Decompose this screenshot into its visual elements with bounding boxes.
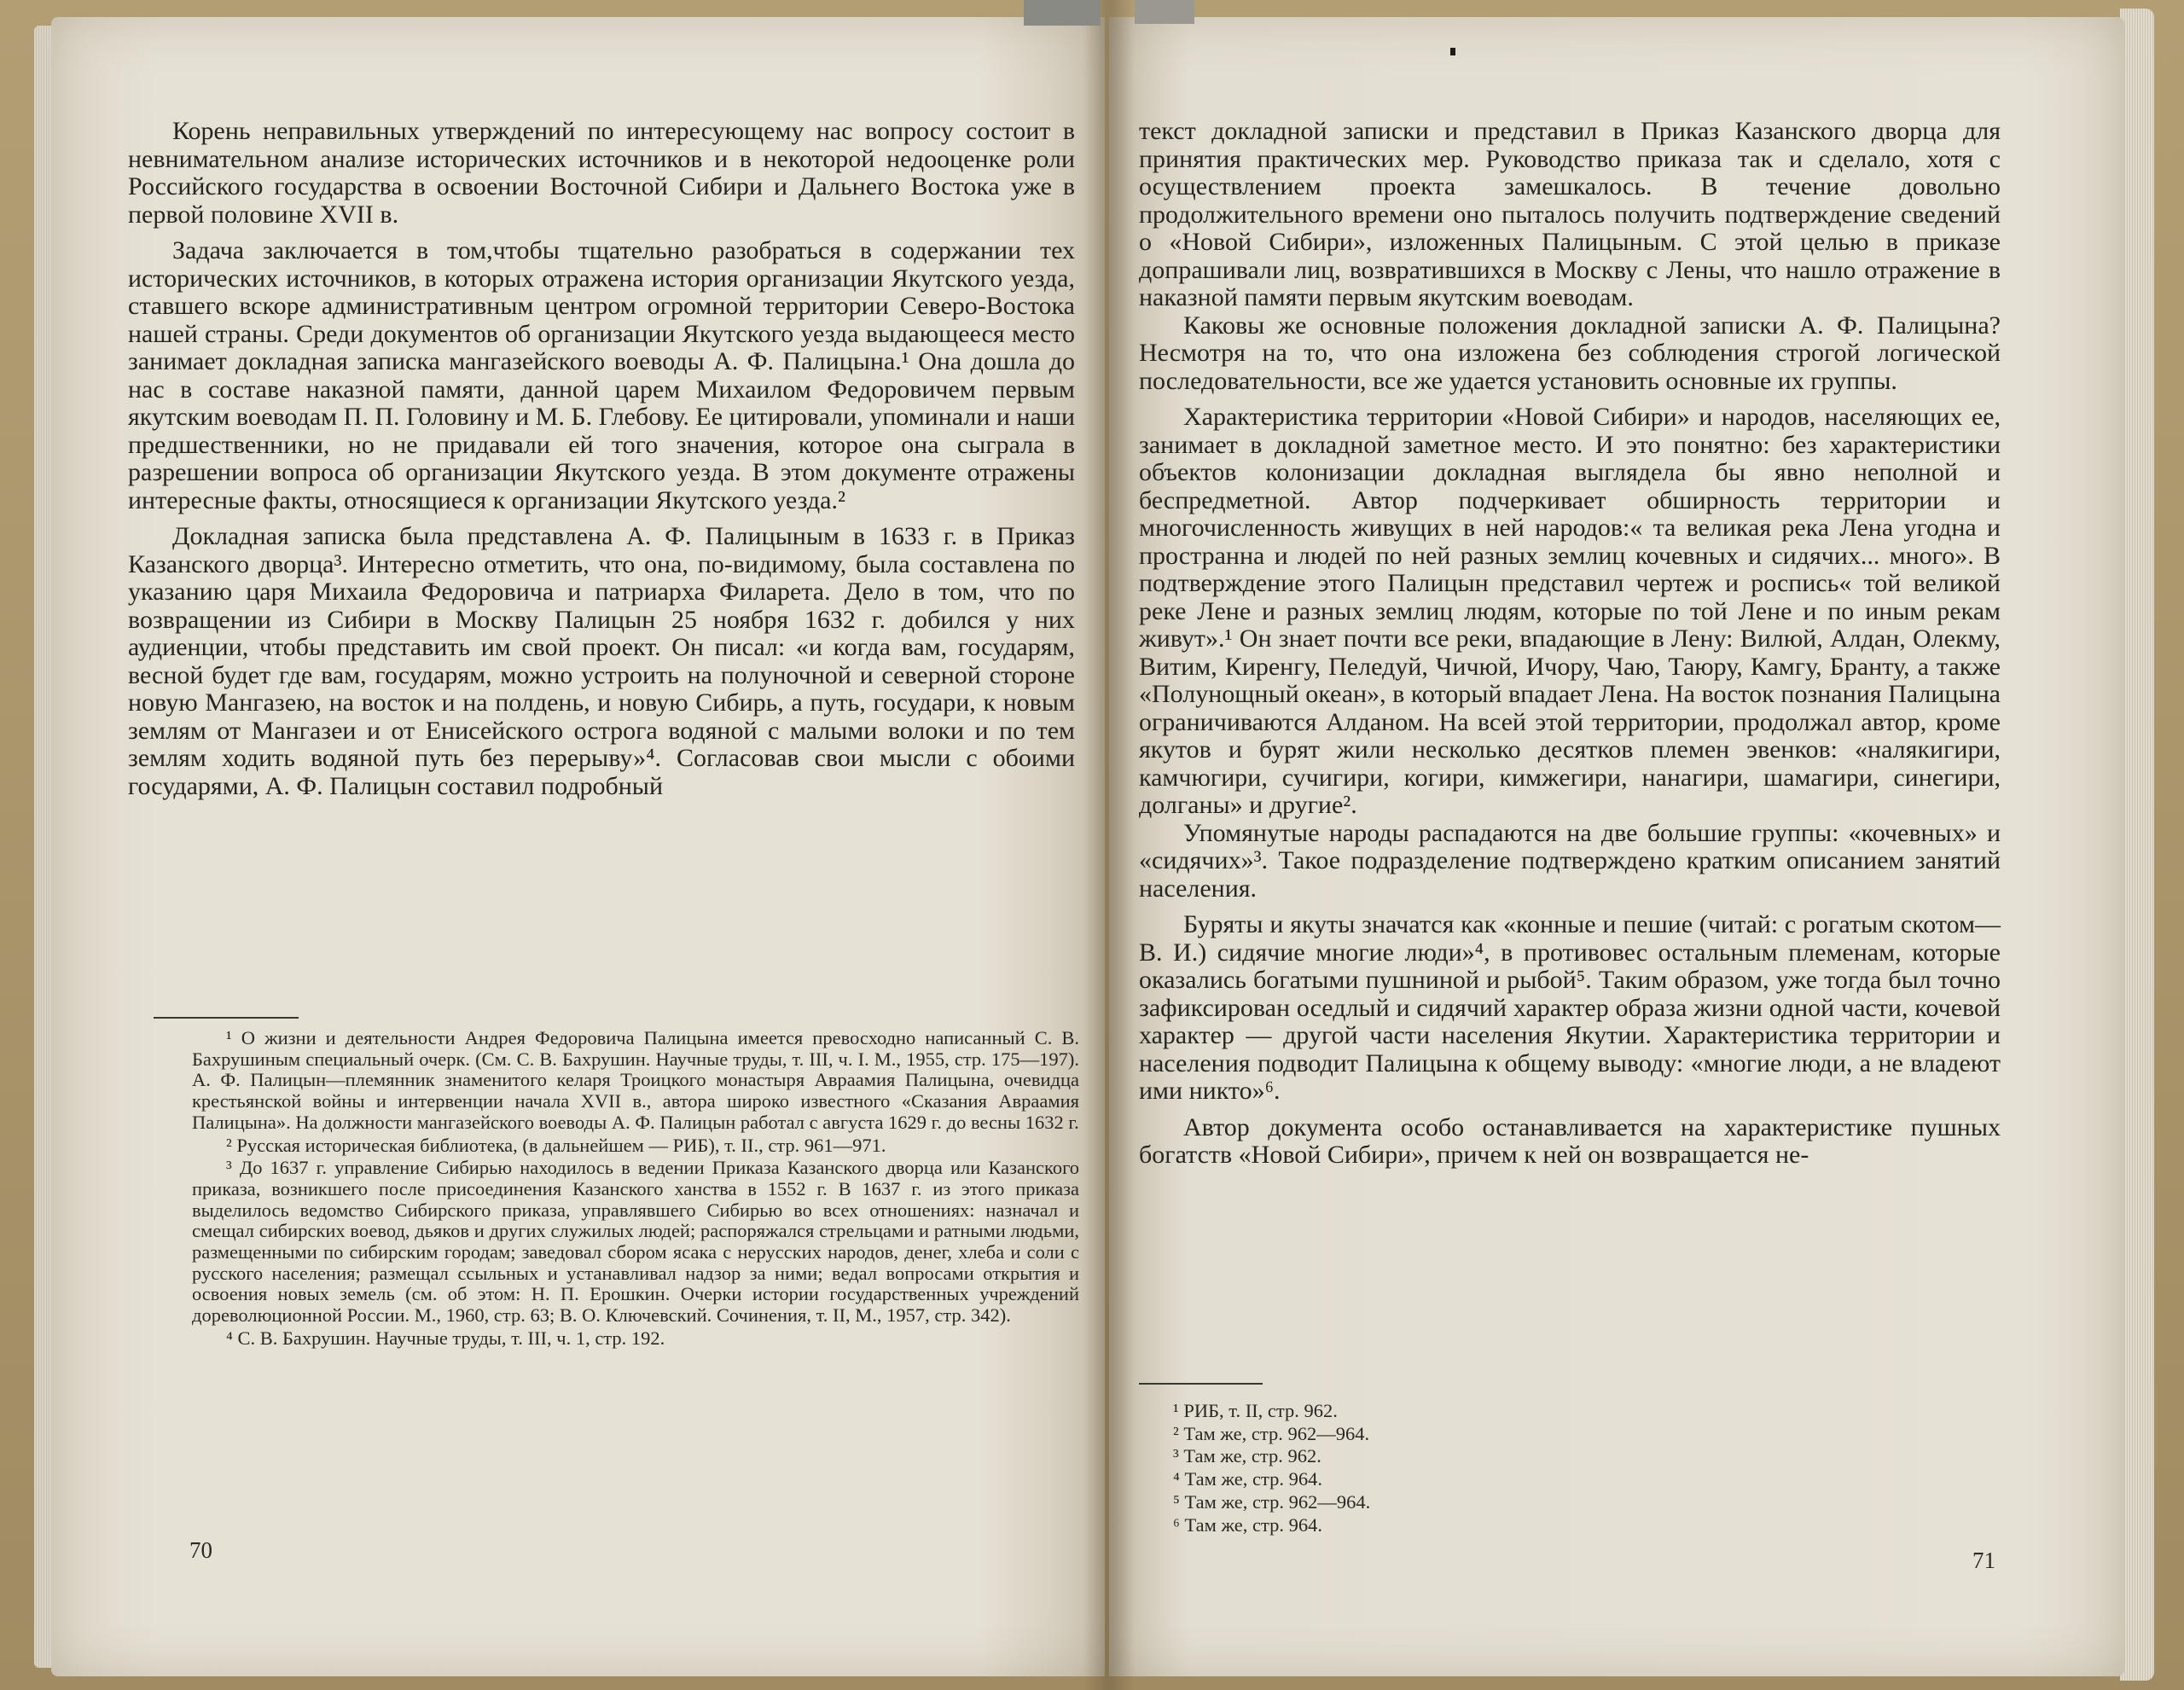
page-number: 70 <box>189 1537 212 1563</box>
paragraph: Упомянутые народы распадаются на две большие группы: «кочевных» и «сидячих»³. Такое подразделение подтверждено кратким описанием занятий населения. <box>1139 818 2001 903</box>
left-page-body <box>128 118 1075 800</box>
paragraph: Докладная записка была представлена А. Ф. Палицыным в 1633 г. в Приказ Казанского дворца³. Интересно отметить, что она, по-видимому, была составлена по указанию царя Михаила Федоровича и патриарха Филарета. Дело в том, что по возвращении из Сибири в Москву Палицын 25 ноября 1632 г. добился у них аудиенции, чтобы представить им свой проект. Он писал: «и когда вам, государям, весной будет где вам, государям, можно устроить на полуночной и северной стороне новую Мангазею, на восток и на полдень, и новую Сибирь, а путь, государи, к новым землям от Мангазеи и от Енисейского острога водяной с малыми волоки и по тем землям ходить водяной путь без перерыву»⁴. Согласовав свои мысли с обоими государями, А. Ф. Палицын составил подробный <box>128 522 1075 800</box>
footnote: ⁶ Там же, стр. 964. <box>1173 1513 1322 1536</box>
ink-mark <box>1450 48 1455 55</box>
right-page-body <box>1139 118 2001 1170</box>
paragraph: Каковы же основные положения докладной записки А. Ф. Палицына? Несмотря на то, что она изложена без соблюдения строгой логической последовательности, все же удается установить основные их группы. <box>1139 311 2001 395</box>
footnote: ³ До 1637 г. управление Сибирью находилось в ведении Приказа Казанского дворца или Казанского приказа, возникшего после присоединения Казанского ханства в 1552 г. В 1637 г. из этого приказа выделилось ведомство Сибирского приказа, управлявшего Сибирью во всех отношениях: назначал и смещал сибирских воевод, дьяков и других служилых людей; распоряжался стрельцами и ратными людьми, размещенными по сибирским городам; заведовал сбором ясака с нерусских народов, денег, хлеба и соли с русского населения; размещал ссыльных и устанавливал надзор за ними; ведал вопросами открытия и освоения новых земель (см. об этом: Н. П. Ерошкин. Очерки истории государственных учреждений дореволюционной России. М., 1960, стр. 63; В. О. Ключевский. Сочинения, т. II, М., 1957, стр. 342). <box>192 1157 1079 1327</box>
footnote: ² Там же, стр. 962—964. <box>1173 1422 1370 1444</box>
footnote-divider <box>154 1017 299 1019</box>
paragraph: Корень неправильных утверждений по интересующему нас вопросу состоит в невнимательном анализе исторических источников и в некоторой недооценке роли Российского государства в освоении Восточной Сибири и Дальнего Востока уже в первой половине XVII в. <box>128 117 1075 229</box>
footnote: ² Русская историческая библиотека, (в дальнейшем — РИБ), т. II., стр. 961—971. <box>226 1134 886 1156</box>
right-page-edges <box>2120 9 2154 1681</box>
left-page-footnotes <box>192 1028 1079 1350</box>
footnote-divider <box>1139 1383 1263 1385</box>
footnote: ¹ О жизни и деятельности Андрея Федоровича Палицына имеется превосходно написанный С. В. Бахрушиным специальный очерк. (См. С. В. Бахрушин. Научные труды, т. III, ч. I. М., 1955, стр. 175—197). А. Ф. Палицын—племянник знаменитого келаря Троицкого монастыря Авраамия Палицына, очевидца крестьянской войны и интервенции начала XVII в., автора широко известного «Сказания Авраамия Палицына». На должности мангазейского воеводы А. Ф. Палицын работал с августа 1629 г. до весны 1632 г. <box>192 1027 1079 1133</box>
footnote: ⁴ С. В. Бахрушин. Научные труды, т. III, ч. 1, стр. 192. <box>226 1327 665 1349</box>
footnote: ³ Там же, стр. 962. <box>1173 1445 1321 1467</box>
right-page-footnotes <box>1173 1401 1600 1536</box>
page-number: 71 <box>1972 1548 1995 1573</box>
paragraph: Буряты и якуты значатся как «конные и пешие (читай: с рогатым скотом—В. И.) сидячие многие люди»⁴, в противовес остальным племенам, которые оказались богатыми пушниной и рыбой⁵. Таким образом, уже тогда был точно зафиксирован оседлый и сидячий характер образа жизни одной части, кочевой характер — другой части населения Якутии. Характеристика территории и населения подводит Палицына к общему выводу: «многие люди, а не владеют ими никто»⁶. <box>1139 910 2001 1105</box>
binding-tape <box>1135 0 1194 24</box>
paragraph: текст докладной записки и представил в Приказ Казанского дворца для принятия практических мер. Руководство приказа так и сделало, хотя с осуществлением проекта замешкалось. В течение довольно продолжительного времени оно пыталось получить подтверждение сведений о «Новой Сибири», изложенных Палицыным. С этой целью в приказе допрашивали лиц, возвратившихся в Москву с Лены, что нашло отражение в наказной памяти первым якутским воеводам. <box>1139 117 2001 311</box>
footnote: ⁵ Там же, стр. 962—964. <box>1173 1490 1371 1513</box>
footnote: ¹ РИБ, т. II, стр. 962. <box>1173 1400 1338 1421</box>
binding-tape <box>1024 0 1101 26</box>
paragraph: Автор документа особо останавливается на характеристике пушных богатств «Новой Сибири», причем к ней он возвращается не- <box>1139 1112 2001 1169</box>
footnote: ⁴ Там же, стр. 964. <box>1173 1468 1322 1490</box>
paragraph: Характеристика территории «Новой Сибири» и народов, населяющих ее, занимает в докладной заметное место. И это понятно: без характеристики объектов колонизации докладная выглядела бы явно неполной и беспредметной. Автор подчеркивает обширность территории и многочисленность живущих в ней народов:« та великая река Лена угодна и пространна и людей по ней разных землиц кочевных и сидячих... много». В подтверждение этого Палицын представил чертеж и роспись« той великой реке Лене и разных землиц людям, которые по той Лене и по иным рекам живут».¹ Он знает почти все реки, впадающие в Лену: Вилюй, Алдан, Олекму, Витим, Киренгу, Пеледуй, Чичюй, Ичору, Чаю, Таюру, Камгу, Бранту, а также «Полунощный океан», в который впадает Лена. На восток познания Палицына ограничиваются Алданом. На всей этой территории, продолжал автор, кроме якутов и бурят жили несколько десятков племен эвенков: «налякигири, камчюгири, сучигири, когири, кимжегири, нанагири, шамагири, синегири, долганы» и другие². <box>1139 403 2001 819</box>
paragraph: Задача заключается в том,чтобы тщательно разобраться в содержании тех исторических источников, в которых отражена история организации Якутского уезда, ставшего вскоре административным центром огромной территории Северо-Востока нашей страны. Среди документов об организации Якутского уезда выдающееся место занимает докладная записка мангазейского воеводы А. Ф. Палицына.¹ Она дошла до нас в составе наказной памяти, данной царем Михаилом Федоровичем первым якутским воеводам П. П. Головину и М. Б. Глебову. Ее цитировали, упоминали и наши предшественники, но не придавали ей того значения, которое она сыграла в разрешении вопроса об организации Якутского уезда. В этом документе отражены интересные факты, относящиеся к организации Якутского уезда.² <box>128 236 1075 514</box>
book-spine <box>1083 0 1135 1690</box>
